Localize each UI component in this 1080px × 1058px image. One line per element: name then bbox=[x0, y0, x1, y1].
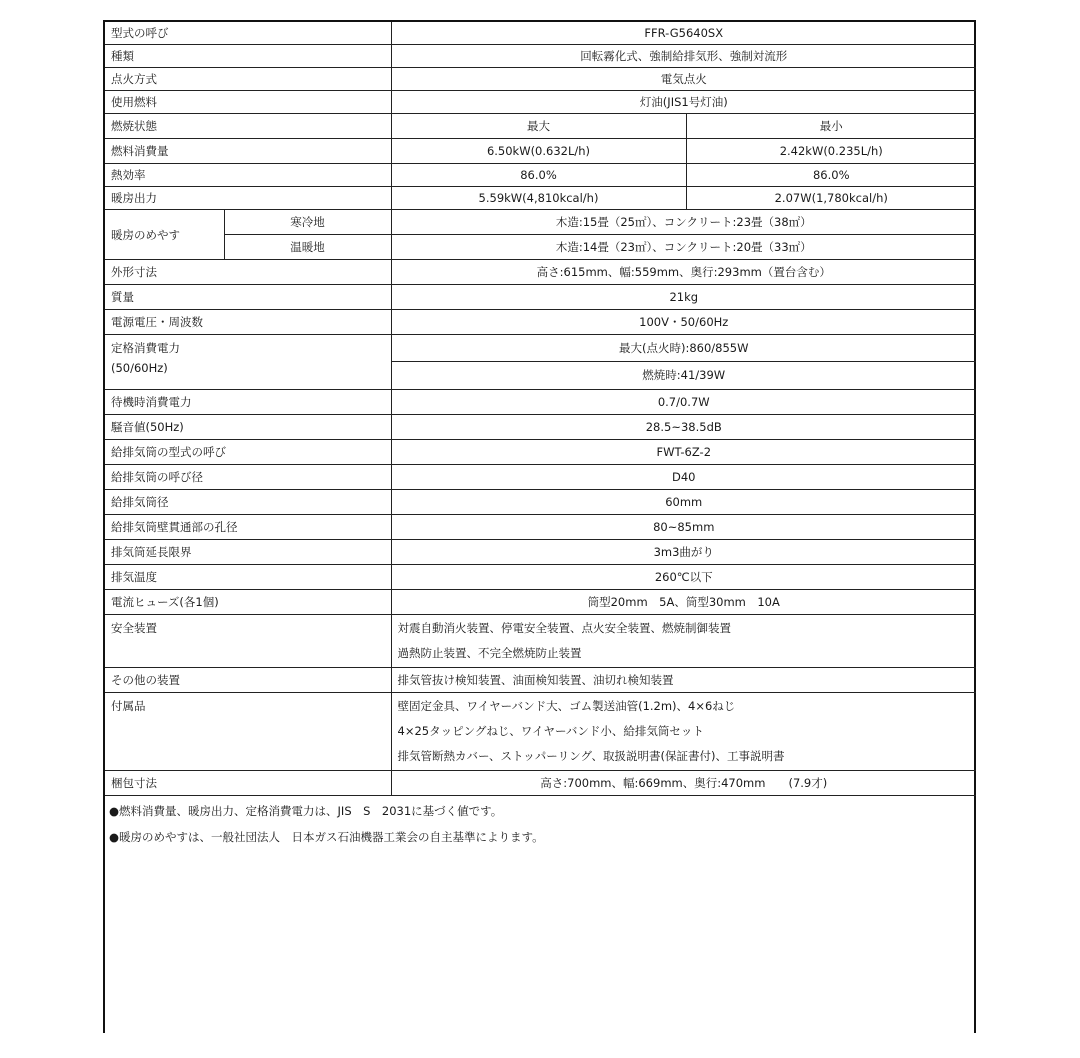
label-type: 種類 bbox=[105, 45, 391, 68]
notes-section bbox=[105, 796, 974, 852]
value-rated-power-burning: 燃焼時:41/39W bbox=[391, 362, 976, 390]
value-type: 回転霧化式、強制給排気形、強制対流形 bbox=[391, 45, 976, 68]
value-fuel-consumption-min: 2.42kW(0.235L/h) bbox=[686, 139, 976, 164]
row-exhaust-temp bbox=[105, 565, 976, 590]
value-power-supply: 100V・50/60Hz bbox=[391, 310, 976, 335]
value-flue-model: FWT-6Z-2 bbox=[391, 440, 976, 465]
row-model-name bbox=[105, 22, 976, 45]
label-fuel-consumption: 燃料消費量 bbox=[105, 139, 391, 164]
value-flue-nominal-dia: D40 bbox=[391, 465, 976, 490]
value-heating-output-min: 2.07W(1,780kcal/h) bbox=[686, 187, 976, 210]
value-warm-region: 木造:14畳（23㎡）、コンクリート:20畳（33㎡） bbox=[391, 235, 976, 260]
value-thermal-efficiency-max: 86.0% bbox=[391, 164, 686, 187]
spec-table bbox=[105, 22, 976, 796]
row-dimensions bbox=[105, 260, 976, 285]
row-ignition bbox=[105, 68, 976, 91]
value-noise: 28.5~38.5dB bbox=[391, 415, 976, 440]
row-fuse bbox=[105, 590, 976, 615]
value-heating-output-max: 5.59kW(4,810kcal/h) bbox=[391, 187, 686, 210]
value-model-name: FFR-G5640SX bbox=[391, 22, 976, 45]
value-flue-ext-limit: 3m3曲がり bbox=[391, 540, 976, 565]
row-heating-output bbox=[105, 187, 976, 210]
row-safety-devices bbox=[105, 615, 976, 668]
safety-devices-line-1: 対震自動消火装置、停電安全装置、点火安全装置、燃焼制御装置 bbox=[397, 621, 731, 635]
value-standby-power: 0.7/0.7W bbox=[391, 390, 976, 415]
row-package-dims bbox=[105, 771, 976, 796]
value-exhaust-temp: 260℃以下 bbox=[391, 565, 976, 590]
label-rated-power-line2: (50/60Hz) bbox=[111, 361, 168, 375]
row-heating-guide-cold bbox=[105, 210, 976, 235]
row-wall-hole-dia bbox=[105, 515, 976, 540]
label-flue-dia: 給排気筒径 bbox=[105, 490, 391, 515]
row-flue-nominal-dia bbox=[105, 465, 976, 490]
label-fuse: 電流ヒューズ(各1個) bbox=[105, 590, 391, 615]
spec-sheet bbox=[103, 20, 976, 1033]
safety-devices-line-2: 過熱防止装置、不完全燃焼防止装置 bbox=[397, 646, 582, 660]
row-flue-dia bbox=[105, 490, 976, 515]
value-package-dims: 高さ:700mm、幅:669mm、奥行:470mm (7.9才) bbox=[391, 771, 976, 796]
value-ignition: 電気点火 bbox=[391, 68, 976, 91]
value-cold-region: 木造:15畳（25㎡）、コンクリート:23畳（38㎡） bbox=[391, 210, 976, 235]
label-rated-power-line1: 定格消費電力 bbox=[111, 341, 180, 355]
row-other-devices bbox=[105, 668, 976, 693]
value-fuse: 筒型20mm 5A、筒型30mm 10A bbox=[391, 590, 976, 615]
label-exhaust-temp: 排気温度 bbox=[105, 565, 391, 590]
header-min: 最小 bbox=[686, 114, 976, 139]
label-flue-nominal-dia: 給排気筒の呼び径 bbox=[105, 465, 391, 490]
label-thermal-efficiency: 熱効率 bbox=[105, 164, 391, 187]
label-ignition: 点火方式 bbox=[105, 68, 391, 91]
row-mass bbox=[105, 285, 976, 310]
value-rated-power-max: 最大(点火時):860/855W bbox=[391, 335, 976, 362]
row-fuel bbox=[105, 91, 976, 114]
label-combustion-state: 燃焼状態 bbox=[105, 114, 391, 139]
row-combustion-state bbox=[105, 114, 976, 139]
value-accessories bbox=[391, 693, 976, 771]
label-standby-power: 待機時消費電力 bbox=[105, 390, 391, 415]
value-mass: 21kg bbox=[391, 285, 976, 310]
label-rated-power bbox=[105, 335, 391, 390]
label-mass: 質量 bbox=[105, 285, 391, 310]
row-power-supply bbox=[105, 310, 976, 335]
label-flue-model: 給排気筒の型式の呼び bbox=[105, 440, 391, 465]
value-thermal-efficiency-min: 86.0% bbox=[686, 164, 976, 187]
label-dimensions: 外形寸法 bbox=[105, 260, 391, 285]
row-flue-ext-limit bbox=[105, 540, 976, 565]
row-fuel-consumption bbox=[105, 139, 976, 164]
label-heating-guide: 暖房のめやす bbox=[105, 210, 224, 260]
row-heating-guide-warm bbox=[105, 235, 976, 260]
row-accessories bbox=[105, 693, 976, 771]
accessories-line-3: 排気管断熱カバー、ストッパーリング、取扱説明書(保証書付)、工事説明書 bbox=[397, 749, 785, 763]
value-flue-dia: 60mm bbox=[391, 490, 976, 515]
label-model-name: 型式の呼び bbox=[105, 22, 391, 45]
value-dimensions: 高さ:615mm、幅:559mm、奥行:293mm（置台含む） bbox=[391, 260, 976, 285]
note-2: ●暖房のめやすは、一般社団法人 日本ガス石油機器工業会の自主基準によります。 bbox=[109, 830, 544, 844]
value-fuel-consumption-max: 6.50kW(0.632L/h) bbox=[391, 139, 686, 164]
note-1: ●燃料消費量、暖房出力、定格消費電力は、JIS S 2031に基づく値です。 bbox=[109, 804, 503, 818]
row-rated-power-1 bbox=[105, 335, 976, 362]
label-safety-devices: 安全装置 bbox=[105, 615, 391, 668]
value-other-devices: 排気管抜け検知装置、油面検知装置、油切れ検知装置 bbox=[391, 668, 976, 693]
label-cold-region: 寒冷地 bbox=[224, 210, 391, 235]
value-wall-hole-dia: 80~85mm bbox=[391, 515, 976, 540]
label-power-supply: 電源電圧・周波数 bbox=[105, 310, 391, 335]
label-accessories: 付属品 bbox=[105, 693, 391, 771]
row-noise bbox=[105, 415, 976, 440]
label-flue-ext-limit: 排気筒延長限界 bbox=[105, 540, 391, 565]
label-warm-region: 温暖地 bbox=[224, 235, 391, 260]
label-package-dims: 梱包寸法 bbox=[105, 771, 391, 796]
row-thermal-efficiency bbox=[105, 164, 976, 187]
value-fuel: 灯油(JIS1号灯油) bbox=[391, 91, 976, 114]
header-max: 最大 bbox=[391, 114, 686, 139]
label-wall-hole-dia: 給排気筒壁貫通部の孔径 bbox=[105, 515, 391, 540]
label-noise: 騒音値(50Hz) bbox=[105, 415, 391, 440]
label-heating-output: 暖房出力 bbox=[105, 187, 391, 210]
accessories-line-2: 4×25タッピングねじ、ワイヤーバンド小、給排気筒セット bbox=[397, 724, 704, 738]
accessories-line-1: 壁固定金具、ワイヤーバンド大、ゴム製送油管(1.2m)、4×6ねじ bbox=[397, 699, 736, 713]
value-safety-devices bbox=[391, 615, 976, 668]
row-type bbox=[105, 45, 976, 68]
label-fuel: 使用燃料 bbox=[105, 91, 391, 114]
row-standby-power bbox=[105, 390, 976, 415]
row-flue-model bbox=[105, 440, 976, 465]
label-other-devices: その他の装置 bbox=[105, 668, 391, 693]
